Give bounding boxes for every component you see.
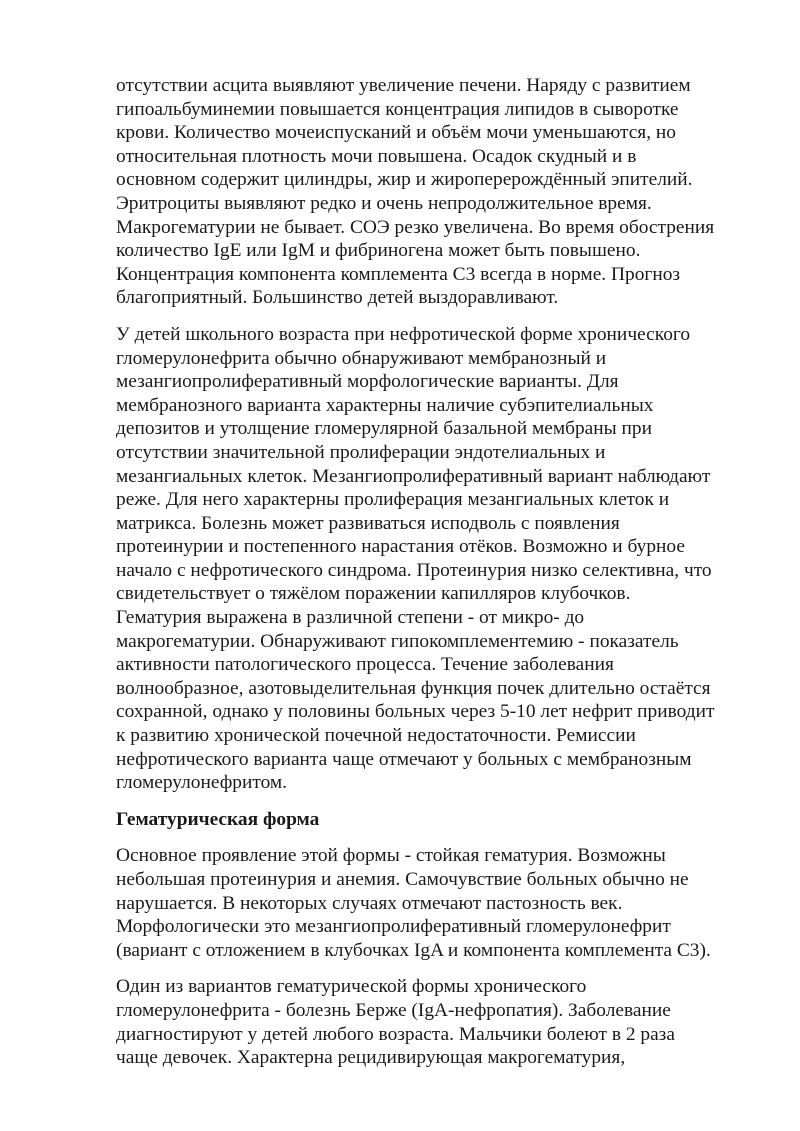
text-line: Гематурия выражена в различной степени - от микро- до xyxy=(116,607,585,629)
text-line: отсутствии значительной пролиферации эндотелиальных и xyxy=(116,441,606,463)
text-line: гломерулонефрита обычно обнаруживают мембранозный и xyxy=(116,347,607,369)
text-line: относительная плотность мочи повышена. Осадок скудный и в xyxy=(116,145,637,167)
text-line: небольшая протеинурия и анемия. Самочувствие больных обычно не xyxy=(116,869,689,890)
text-line: депозитов и утолщение гломерулярной базальной мембраны при xyxy=(116,418,652,440)
text-line: гломерулонефрита - болезнь Берже (IgA-нефропатия). Заболевание xyxy=(116,999,671,1021)
text-line: мезангиопролиферативный морфологические варианты. Для xyxy=(116,371,619,393)
paragraph-1 xyxy=(116,74,746,310)
paragraph-4 xyxy=(116,975,746,1069)
text-line: к развитию хронической почечной недостаточности. Ремиссии xyxy=(116,725,636,747)
text-line: активности патологического процесса. Течение заболевания xyxy=(116,654,614,676)
text-line: протеинурии и постепенного нарастания отёков. Возможно и бурное xyxy=(116,536,685,558)
text-line: свидетельствует о тяжёлом поражении капилляров клубочков. xyxy=(116,583,631,605)
paragraph-2 xyxy=(116,323,746,795)
text-line: Один из вариантов гематурической формы хронического xyxy=(116,976,587,998)
text-line: волнообразное, азотовыделительная функция почек длительно остаётся xyxy=(116,677,711,699)
text-line: гломерулонефритом. xyxy=(116,772,288,794)
text-line: крови. Количество мочеиспусканий и объём мочи уменьшаются, но xyxy=(116,122,676,144)
text-line: Концентрация компонента комплемента С3 всегда в норме. Прогноз xyxy=(116,263,681,285)
text-line: диагностируют у детей любого возраста. Мальчики болеют в 2 раза xyxy=(116,1023,675,1045)
text-line: гипоальбуминемии повышается концентрация липидов в сыворотке xyxy=(116,98,679,120)
text-line: макрогематурии. Обнаруживают гипокомплементемию - показатель xyxy=(116,630,679,652)
text-line: мембранозного варианта характерны наличие субэпителиальных xyxy=(116,394,654,416)
text-line: У детей школьного возраста при нефротической форме хронического xyxy=(116,323,691,345)
text-line: основном содержит цилиндры, жир и жироперерождённый эпителий. xyxy=(116,169,693,191)
text-line: Макрогематурии не бывает. СОЭ резко увеличена. Во время обострения xyxy=(116,216,715,238)
text-line: реже. Для него характерны пролиферация мезангиальных клеток и xyxy=(116,489,670,511)
text-line: нефротического варианта чаще отмечают у больных с мембранозным xyxy=(116,748,692,770)
text-line: чаще девочек. Характерна рецидивирующая макрогематурия, xyxy=(116,1047,626,1069)
text-line: благоприятный. Большинство детей выздоравливают. xyxy=(116,287,559,309)
text-line: Основное проявление этой формы - стойкая гематурия. Возможны xyxy=(116,845,666,867)
text-line: количество IgE или IgM и фибриногена может быть повышено. xyxy=(116,240,641,262)
text-line: Эритроциты выявляют редко и очень непродолжительное время. xyxy=(116,192,652,214)
text-line: (вариант с отложением в клубочках IgA и компонента комплемента С3). xyxy=(116,939,711,961)
text-line: начало с нефротического синдрома. Протеинурия низко селективна, что xyxy=(116,559,712,581)
text-line: Морфологически это мезангиопролиферативный гломерулонефрит xyxy=(116,916,671,938)
text-line: мезангиальных клеток. Мезангиопролиферативный вариант наблюдают xyxy=(116,465,711,487)
document-page xyxy=(116,74,746,1083)
text-line: сохранной, однако у половины больных через 5-10 лет нефрит приводит xyxy=(116,701,715,723)
text-line: матрикса. Болезнь может развиваться исподволь с появления xyxy=(116,512,620,534)
section-heading: Гематурическая форма xyxy=(116,808,320,830)
text-line: отсутствии асцита выявляют увеличение печени. Наряду с развитием xyxy=(116,75,691,96)
paragraph-3 xyxy=(116,844,746,962)
text-line: нарушается. В некоторых случаях отмечают пастозность век. xyxy=(116,892,623,914)
